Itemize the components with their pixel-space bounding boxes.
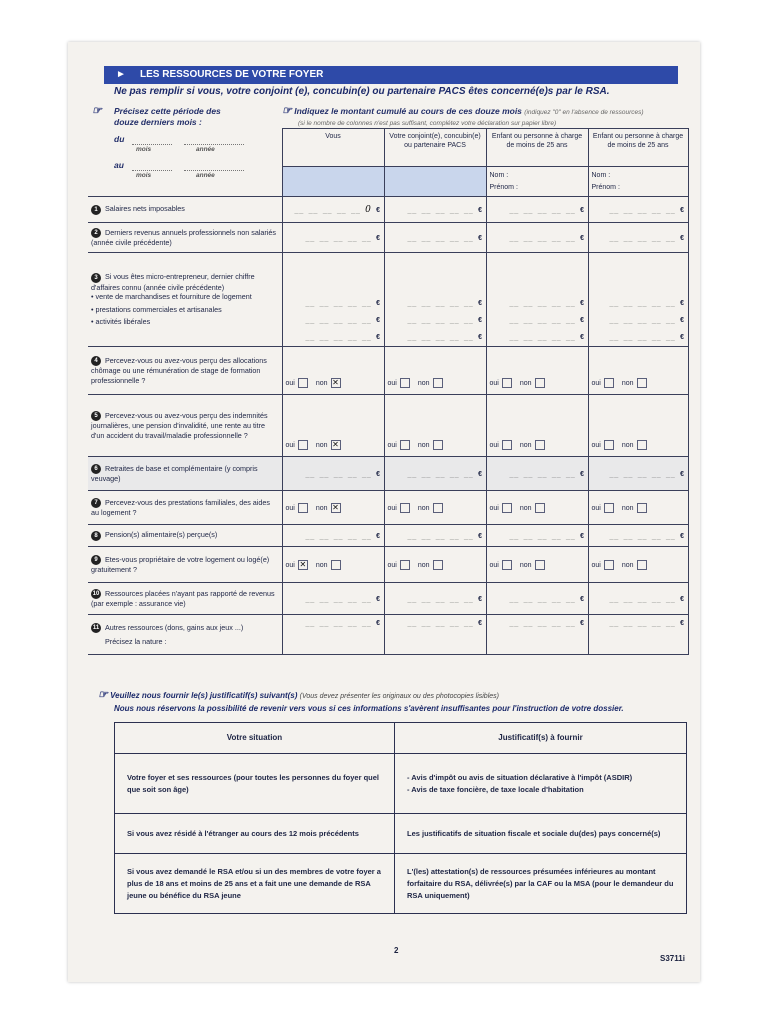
- row-autres-ressources: 11 Autres ressources (dons, gains aux jeux ...) Précisez la nature : __ __ __ __ __ € __ __ __ __ __ € __ __ __ __ __ € __ __ __ __ __ €: [88, 615, 688, 655]
- amount-field[interactable]: __ __ __ __ __ €: [282, 583, 384, 615]
- amount-field[interactable]: __ __ __ __ __ €: [384, 223, 486, 253]
- prenom-label: Prénom :: [489, 184, 518, 191]
- yes-no-choice[interactable]: oui non: [384, 395, 486, 457]
- amount-field-group[interactable]: __ __ __ __ __ € __ __ __ __ __ € __ __ __ __ __ €: [282, 253, 384, 347]
- situation-cell: Si vous avez demandé le RSA et/ou si un des membres de votre foyer a plus de 18 ans et moins de 25 ans et a fait une une demande de RSA jeune ou bénéfice du RSA jeune: [115, 854, 395, 914]
- instruction-note-zero: (indiquez "0" en l'absence de ressources): [524, 109, 644, 116]
- amount-field[interactable]: __ __ __ __ __ €: [384, 457, 486, 491]
- handwritten-value: 0: [365, 204, 372, 215]
- amount-field[interactable]: __ __ __ __ __ 0 €: [282, 197, 384, 223]
- pointing-hand-icon: ☞: [98, 689, 108, 701]
- resources-table: [88, 128, 689, 655]
- row-salaires: [88, 197, 688, 223]
- documents-reserve-note: Nous nous réservons la possibilité de revenir vers vous si ces informations s'avèrent insuffisantes pour l'instruction de votre dossier.: [114, 704, 624, 713]
- table-row: [115, 854, 687, 914]
- amount-field[interactable]: __ __ __ __ __ €: [486, 615, 588, 655]
- section-title: LES RESSOURCES DE VOTRE FOYER: [140, 69, 324, 80]
- enfant2-identity[interactable]: [588, 167, 688, 197]
- sub-label: • activités libérales: [91, 317, 151, 327]
- amount-field[interactable]: __ __ __ __ __ €: [384, 583, 486, 615]
- col-conjoint: Votre conjoint(e), concubin(e) ou partenaire PACS: [384, 129, 486, 167]
- yes-no-choice[interactable]: oui non: [384, 347, 486, 395]
- row-micro-entrepreneur: 3 Si vous êtes micro-entrepreneur, dernier chiffre d'affaires connu (année civile précédente) • vente de marchandises et fourniture de logement • prestations commerciales et artisanales • activités libérales __ __ __ __ __ € __ __ __ __ __ € __ __ __ __ __ € __ __ __ __ __ € __ __ __ __ __ € __ __ __ __ __ € __ __ __ __ __ € __ __ __ __ __ € __ __ __ __ __ € __ __ __ __ __ € __ __ __ __ __ € __ __ __ __ __ €: [88, 253, 688, 347]
- non-checkbox[interactable]: ✕: [332, 502, 339, 512]
- amount-field[interactable]: __ __ __ __ __ €: [282, 615, 384, 655]
- row-prestations-familiales: 7 Percevez-vous des prestations familiales, des aides au logement ? oui non ✕ oui non oui non oui non: [88, 491, 688, 525]
- justif-cell: - Avis d'impôt ou avis de situation déclarative à l'impôt (ASDIR) - Avis de taxe foncière, de taxe locale d'habitation: [395, 754, 687, 814]
- row-ressources-placees: 10 Ressources placées n'ayant pas rapporté de revenus (par exemple : assurance vie) __ __ __ __ __ € __ __ __ __ __ € __ __ __ __ __ € __ __ __ __ __ €: [88, 583, 688, 615]
- form-page: [68, 42, 700, 982]
- justif-cell: L'(les) attestation(s) de ressources présumées inférieures au montant forfaitaire du RSA, délivrée(s) par la CAF ou la MSA (pour le demandeur du RSA uniquement): [395, 854, 687, 914]
- amount-field[interactable]: __ __ __ __ __ €: [588, 223, 688, 253]
- row-pensions-alimentaires: 8 Pension(s) alimentaire(s) perçue(s) __ __ __ __ __ € __ __ __ __ __ € __ __ __ __ __ € __ __ __ __ __ €: [88, 525, 688, 547]
- yes-no-choice[interactable]: oui ✕ non: [282, 547, 384, 583]
- arrow-icon: ►: [116, 69, 126, 80]
- amount-field[interactable]: __ __ __ __ __ €: [384, 525, 486, 547]
- non-checkbox[interactable]: ✕: [332, 440, 339, 449]
- row-chomage: 4 Percevez-vous ou avez-vous perçu des allocations chômage ou une rémunération de stage de formation professionnelle ? oui non ✕ oui non oui non oui non: [88, 347, 688, 395]
- amount-field[interactable]: __ __ __ __ __ €: [282, 457, 384, 491]
- yes-no-choice[interactable]: oui non: [486, 491, 588, 525]
- amount-field[interactable]: __ __ __ __ __ €: [384, 197, 486, 223]
- prenom-label: Prénom :: [591, 184, 620, 191]
- yes-no-choice[interactable]: oui non ✕: [282, 491, 384, 525]
- pointing-hand-icon: ☞: [92, 105, 102, 117]
- instruction-text: Indiquez le montant cumulé au cours de ces douze mois: [294, 106, 522, 116]
- amount-field[interactable]: __ __ __ __ __ €: [588, 615, 688, 655]
- yes-no-choice[interactable]: oui non: [384, 547, 486, 583]
- amount-field[interactable]: __ __ __ __ __ €: [486, 197, 588, 223]
- du-year-caption: année: [196, 146, 215, 153]
- enfant1-identity[interactable]: [486, 167, 588, 197]
- amount-field[interactable]: __ __ __ __ __ €: [384, 615, 486, 655]
- yes-no-choice[interactable]: oui non: [486, 395, 588, 457]
- yes-no-choice[interactable]: oui non: [588, 491, 688, 525]
- amount-field[interactable]: __ __ __ __ __ €: [588, 583, 688, 615]
- yes-no-choice[interactable]: oui non ✕: [282, 347, 384, 395]
- table-row: [115, 814, 687, 854]
- row-indemnites: 5 Percevez-vous ou avez-vous perçu des indemnités journalières, une pension d'invalidité, une rente au titre d'un accident du travail/maladie professionnelle ? oui non ✕ oui non oui non oui non: [88, 395, 688, 457]
- amount-field[interactable]: __ __ __ __ __ €: [588, 457, 688, 491]
- amount-field-group[interactable]: __ __ __ __ __ € __ __ __ __ __ € __ __ __ __ __ €: [486, 253, 588, 347]
- vous-identity-cell: [282, 167, 384, 197]
- au-label: au: [114, 160, 124, 170]
- page-number: 2: [394, 946, 399, 955]
- justif-cell: Les justificatifs de situation fiscale et sociale du(des) pays concerné(s): [395, 814, 687, 854]
- col-enfant-2: Enfant ou personne à charge de moins de 25 ans: [588, 129, 688, 167]
- yes-no-choice[interactable]: oui non ✕: [282, 395, 384, 457]
- period-heading: Précisez cette période des douze derniers mois :: [114, 106, 221, 127]
- table-row: [115, 754, 687, 814]
- instruction-note-columns: (si le nombre de colonnes n'est pas suffisant, complétez votre déclaration sur papier libre): [298, 120, 557, 127]
- col-justificatifs: Justificatif(s) à fournir: [395, 723, 687, 754]
- amount-field-group[interactable]: __ __ __ __ __ € __ __ __ __ __ € __ __ __ __ __ €: [384, 253, 486, 347]
- row-label: Salaires nets imposables: [105, 204, 185, 214]
- conjoint-identity-cell: [384, 167, 486, 197]
- du-label: du: [114, 134, 125, 144]
- nature-label: Précisez la nature :: [105, 636, 167, 646]
- col-situation: Votre situation: [115, 723, 395, 754]
- pointing-hand-icon: ☞: [282, 105, 292, 117]
- yes-no-choice[interactable]: oui non: [384, 491, 486, 525]
- nom-label: Nom :: [591, 172, 611, 179]
- amount-field[interactable]: __ __ __ __ __ €: [588, 525, 688, 547]
- situation-cell: Si vous avez résidé à l'étranger au cours des 12 mois précédents: [115, 814, 395, 854]
- sub-label: • prestations commerciales et artisanales: [91, 304, 222, 314]
- yes-no-choice[interactable]: oui non: [588, 347, 688, 395]
- row-proprietaire: 9 Etes-vous propriétaire de votre logement ou logé(e) gratuitement ? oui ✕ non oui non oui non oui non: [88, 547, 688, 583]
- section-subtitle: Ne pas remplir si vous, votre conjoint (e), concubin(e) ou partenaire PACS êtes concerné(e)s par le RSA.: [114, 86, 610, 97]
- amount-field[interactable]: __ __ __ __ __ €: [282, 525, 384, 547]
- oui-checkbox[interactable]: ✕: [299, 559, 307, 569]
- section-banner: [104, 66, 678, 84]
- amount-field[interactable]: __ __ __ __ __ €: [486, 583, 588, 615]
- yes-no-choice[interactable]: oui non: [486, 347, 588, 395]
- situation-cell: Votre foyer et ses ressources (pour toutes les personnes du foyer quel que soit son âge): [115, 754, 395, 814]
- yes-no-choice[interactable]: oui non: [486, 547, 588, 583]
- row-revenus-non-salaries: 2 Derniers revenus annuels professionnels non salariés (année civile précédente) __ __ __ __ __ € __ __ __ __ __ € __ __ __ __ __ € __ __ __ __ __ €: [88, 223, 688, 253]
- documents-intro: ☞ Veuillez nous fournir le(s) justificatif(s) suivant(s) (Vous devez présenter les originaux ou des photocopies lisibles): [98, 689, 499, 701]
- form-code: S3711i: [660, 954, 685, 963]
- documents-table: [114, 722, 687, 914]
- yes-no-choice[interactable]: oui non: [588, 547, 688, 583]
- amount-field-group[interactable]: __ __ __ __ __ € __ __ __ __ __ € __ __ __ __ __ €: [588, 253, 688, 347]
- amount-field[interactable]: __ __ __ __ __ €: [486, 457, 588, 491]
- du-month-caption: mois: [136, 146, 152, 153]
- amount-field[interactable]: __ __ __ __ __ €: [588, 197, 688, 223]
- col-vous: Vous: [282, 129, 384, 167]
- au-year-caption: année: [196, 172, 215, 179]
- amount-field[interactable]: __ __ __ __ __ €: [486, 223, 588, 253]
- au-month-caption: mois: [136, 172, 152, 179]
- sub-label: • vente de marchandises et fourniture de logement: [91, 292, 252, 302]
- amount-field[interactable]: __ __ __ __ __ €: [282, 223, 384, 253]
- col-enfant-1: Enfant ou personne à charge de moins de 25 ans: [486, 129, 588, 167]
- nom-label: Nom :: [489, 172, 509, 179]
- amount-instruction: [282, 104, 692, 127]
- non-checkbox[interactable]: ✕: [332, 378, 339, 387]
- row-number: 1: [91, 205, 101, 215]
- yes-no-choice[interactable]: oui non: [588, 395, 688, 457]
- oui-checkbox[interactable]: [298, 378, 308, 388]
- row-retraites: 6 Retraites de base et complémentaire (y compris veuvage) __ __ __ __ __ € __ __ __ __ __ € __ __ __ __ __ € __ __ __ __ __ €: [88, 457, 688, 491]
- amount-field[interactable]: __ __ __ __ __ €: [486, 525, 588, 547]
